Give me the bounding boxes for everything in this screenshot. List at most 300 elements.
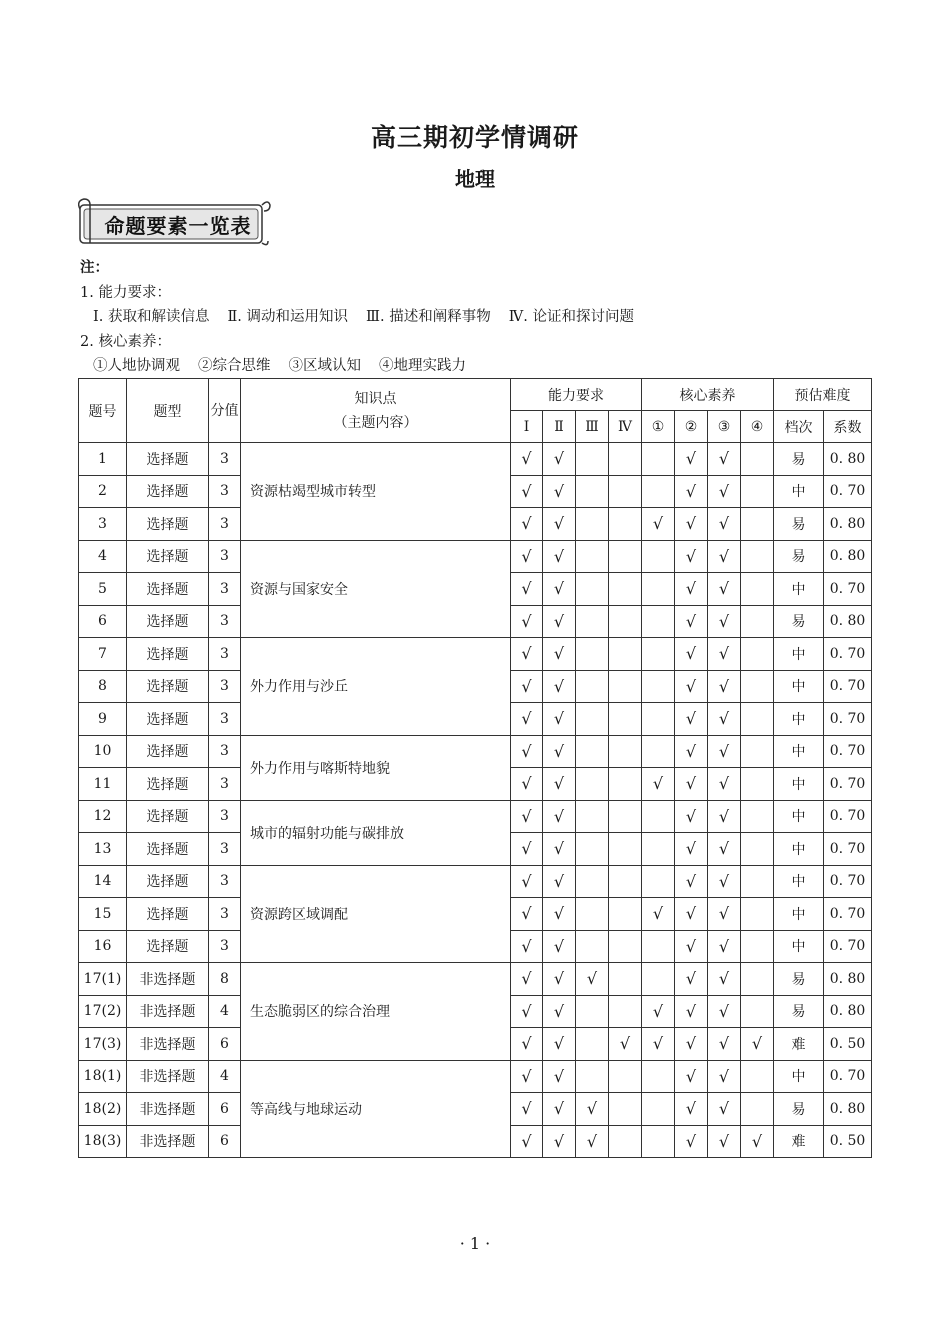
empty-cell [642,1125,675,1158]
check-mark-cell: √ [741,1028,774,1061]
check-mark-cell: √ [675,1093,708,1126]
table-body [79,443,872,1158]
cell-coef: 0. 70 [824,800,872,833]
cell-coef: 0. 70 [824,573,872,606]
cell-level: 中 [774,768,824,801]
check-mark-cell: √ [708,1093,741,1126]
literacy-item: ②综合思维 [198,358,271,374]
check-mark-cell: √ [511,963,543,996]
cell-type: 非选择题 [127,1093,209,1126]
header-ability-col: Ⅰ [511,411,543,443]
cell-coef: 0. 80 [824,605,872,638]
empty-cell [609,540,642,573]
empty-cell [642,963,675,996]
table-row [79,1060,872,1093]
cell-topic: 资源与国家安全 [241,540,511,638]
cell-level: 中 [774,670,824,703]
cell-num: 8 [79,670,127,703]
header-kp-sub: （主题内容） [333,414,418,431]
empty-cell [609,670,642,703]
cell-coef: 0. 70 [824,638,872,671]
cell-score: 3 [209,800,241,833]
cell-score: 3 [209,930,241,963]
empty-cell [576,1060,609,1093]
cell-coef: 0. 80 [824,995,872,1028]
cell-coef: 0. 80 [824,508,872,541]
cell-type: 选择题 [127,573,209,606]
empty-cell [642,638,675,671]
header-ability-col: Ⅱ [543,411,576,443]
cell-topic: 等高线与地球运动 [241,1060,511,1158]
cell-level: 易 [774,963,824,996]
ability-item: Ⅰ. 获取和解读信息 [93,309,210,325]
empty-cell [642,865,675,898]
subject-title: 地理 [455,167,495,191]
empty-cell [642,540,675,573]
check-mark-cell: √ [642,1028,675,1061]
ability-item: Ⅳ. 论证和探讨问题 [508,309,634,325]
check-mark-cell: √ [675,898,708,931]
cell-coef: 0. 80 [824,1093,872,1126]
cell-coef: 0. 70 [824,833,872,866]
empty-cell [741,735,774,768]
check-mark-cell: √ [511,898,543,931]
cell-score: 6 [209,1028,241,1061]
cell-num: 17(3) [79,1028,127,1061]
ability-item: Ⅱ. 调动和运用知识 [227,309,349,325]
empty-cell [576,703,609,736]
empty-cell [741,638,774,671]
cell-num: 6 [79,605,127,638]
empty-cell [741,508,774,541]
empty-cell [642,605,675,638]
check-mark-cell: √ [675,1028,708,1061]
cell-type: 选择题 [127,703,209,736]
check-mark-cell: √ [511,703,543,736]
check-mark-cell: √ [708,833,741,866]
empty-cell [642,1060,675,1093]
cell-type: 选择题 [127,735,209,768]
empty-cell [741,573,774,606]
header-ability: 能力要求 [511,379,642,411]
check-mark-cell: √ [511,508,543,541]
cell-score: 3 [209,573,241,606]
empty-cell [741,1093,774,1126]
cell-num: 18(1) [79,1060,127,1093]
check-mark-cell: √ [708,735,741,768]
cell-topic: 生态脆弱区的综合治理 [241,963,511,1061]
empty-cell [609,963,642,996]
cell-coef: 0. 70 [824,930,872,963]
cell-level: 易 [774,508,824,541]
header-level: 档次 [774,411,824,443]
check-mark-cell: √ [708,573,741,606]
empty-cell [642,833,675,866]
cell-coef: 0. 80 [824,443,872,476]
ability-list [80,305,652,330]
check-mark-cell: √ [675,475,708,508]
empty-cell [642,475,675,508]
cell-num: 13 [79,833,127,866]
table-header-row [79,379,872,411]
empty-cell [576,638,609,671]
cell-num: 11 [79,768,127,801]
cell-num: 1 [79,443,127,476]
check-mark-cell: √ [511,1093,543,1126]
ability-title: 1. 能力要求： [80,284,171,301]
cell-level: 易 [774,443,824,476]
check-mark-cell: √ [543,800,576,833]
empty-cell [741,995,774,1028]
empty-cell [576,995,609,1028]
cell-topic: 城市的辐射功能与碳排放 [241,800,511,865]
check-mark-cell: √ [675,1060,708,1093]
check-mark-cell: √ [543,898,576,931]
cell-type: 选择题 [127,540,209,573]
table-row [79,800,872,833]
check-mark-cell: √ [675,540,708,573]
cell-coef: 0. 70 [824,703,872,736]
check-mark-cell: √ [543,833,576,866]
empty-cell [609,1060,642,1093]
check-mark-cell: √ [543,865,576,898]
check-mark-cell: √ [511,540,543,573]
cell-num: 15 [79,898,127,931]
empty-cell [642,1093,675,1126]
table-row [79,963,872,996]
check-mark-cell: √ [675,1125,708,1158]
cell-num: 17(2) [79,995,127,1028]
literacy-item: ①人地协调观 [93,358,180,374]
cell-type: 选择题 [127,768,209,801]
cell-score: 6 [209,1125,241,1158]
check-mark-cell: √ [708,865,741,898]
empty-cell [642,443,675,476]
empty-cell [576,1028,609,1061]
cell-type: 选择题 [127,930,209,963]
cell-level: 难 [774,1125,824,1158]
empty-cell [741,540,774,573]
empty-cell [609,703,642,736]
cell-score: 3 [209,833,241,866]
notes-label: 注： [80,260,109,276]
cell-num: 2 [79,475,127,508]
table-row [79,540,872,573]
cell-level: 中 [774,573,824,606]
check-mark-cell: √ [675,800,708,833]
literacy-list [80,354,652,379]
cell-coef: 0. 80 [824,540,872,573]
check-mark-cell: √ [543,508,576,541]
header-literacy-col: ④ [741,411,774,443]
empty-cell [642,703,675,736]
cell-coef: 0. 70 [824,898,872,931]
cell-coef: 0. 70 [824,670,872,703]
empty-cell [576,443,609,476]
cell-level: 易 [774,995,824,1028]
check-mark-cell: √ [543,1028,576,1061]
table-row [79,638,872,671]
empty-cell [609,865,642,898]
literacy-item: ③区域认知 [288,358,361,374]
empty-cell [609,768,642,801]
empty-cell [609,605,642,638]
cell-topic: 外力作用与喀斯特地貌 [241,735,511,800]
check-mark-cell: √ [543,638,576,671]
check-mark-cell: √ [675,508,708,541]
check-mark-cell: √ [543,768,576,801]
empty-cell [576,898,609,931]
empty-cell [741,898,774,931]
cell-score: 3 [209,540,241,573]
cell-num: 17(1) [79,963,127,996]
cell-level: 易 [774,1093,824,1126]
cell-topic: 资源枯竭型城市转型 [241,443,511,541]
cell-score: 4 [209,995,241,1028]
cell-coef: 0. 70 [824,768,872,801]
check-mark-cell: √ [675,735,708,768]
check-mark-cell: √ [675,865,708,898]
check-mark-cell: √ [576,1125,609,1158]
cell-num: 4 [79,540,127,573]
check-mark-cell: √ [708,1125,741,1158]
header-difficulty: 预估难度 [774,379,872,411]
empty-cell [609,898,642,931]
check-mark-cell: √ [708,930,741,963]
cell-score: 3 [209,703,241,736]
check-mark-cell: √ [543,963,576,996]
check-mark-cell: √ [511,573,543,606]
cell-level: 易 [774,605,824,638]
cell-level: 中 [774,475,824,508]
header-ability-col: Ⅲ [576,411,609,443]
empty-cell [741,963,774,996]
cell-score: 3 [209,865,241,898]
empty-cell [609,833,642,866]
check-mark-cell: √ [543,735,576,768]
check-mark-cell: √ [543,443,576,476]
table-row [79,443,872,476]
empty-cell [576,573,609,606]
cell-type: 选择题 [127,443,209,476]
cell-score: 3 [209,670,241,703]
cell-level: 中 [774,735,824,768]
cell-score: 4 [209,1060,241,1093]
cell-score: 3 [209,898,241,931]
check-mark-cell: √ [576,1093,609,1126]
cell-type: 非选择题 [127,963,209,996]
cell-topic: 资源跨区域调配 [241,865,511,963]
check-mark-cell: √ [543,573,576,606]
check-mark-cell: √ [543,1125,576,1158]
cell-level: 中 [774,930,824,963]
cell-type: 选择题 [127,508,209,541]
check-mark-cell: √ [543,1060,576,1093]
header-ability-col: Ⅳ [609,411,642,443]
cell-score: 3 [209,443,241,476]
ability-item: Ⅲ. 描述和阐释事物 [366,309,491,325]
cell-coef: 0. 50 [824,1125,872,1158]
cell-type: 选择题 [127,800,209,833]
cell-type: 非选择题 [127,1125,209,1158]
empty-cell [741,800,774,833]
check-mark-cell: √ [511,638,543,671]
empty-cell [609,735,642,768]
empty-cell [609,800,642,833]
header-knowledge-point [241,379,511,443]
cell-level: 中 [774,898,824,931]
cell-type: 选择题 [127,833,209,866]
check-mark-cell: √ [708,638,741,671]
check-mark-cell: √ [708,443,741,476]
cell-type: 选择题 [127,670,209,703]
check-mark-cell: √ [708,1060,741,1093]
empty-cell [741,1060,774,1093]
check-mark-cell: √ [511,768,543,801]
check-mark-cell: √ [543,475,576,508]
check-mark-cell: √ [543,540,576,573]
cell-num: 12 [79,800,127,833]
check-mark-cell: √ [675,443,708,476]
empty-cell [609,1093,642,1126]
cell-level: 中 [774,865,824,898]
cell-topic: 外力作用与沙丘 [241,638,511,736]
check-mark-cell: √ [543,995,576,1028]
header-literacy: 核心素养 [642,379,774,411]
check-mark-cell: √ [675,703,708,736]
cell-num: 10 [79,735,127,768]
cell-num: 7 [79,638,127,671]
cell-type: 选择题 [127,865,209,898]
cell-score: 3 [209,768,241,801]
empty-cell [642,670,675,703]
check-mark-cell: √ [543,605,576,638]
empty-cell [741,475,774,508]
check-mark-cell: √ [511,1028,543,1061]
empty-cell [609,638,642,671]
page-number: · 1 · [459,1234,491,1253]
empty-cell [576,670,609,703]
check-mark-cell: √ [741,1125,774,1158]
header-num: 题号 [79,379,127,443]
check-mark-cell: √ [511,443,543,476]
empty-cell [642,930,675,963]
empty-cell [609,573,642,606]
check-mark-cell: √ [708,1028,741,1061]
cell-score: 3 [209,735,241,768]
empty-cell [741,833,774,866]
check-mark-cell: √ [708,800,741,833]
empty-cell [576,930,609,963]
cell-coef: 0. 80 [824,963,872,996]
cell-type: 选择题 [127,638,209,671]
cell-num: 18(3) [79,1125,127,1158]
cell-coef: 0. 70 [824,1060,872,1093]
cell-num: 18(2) [79,1093,127,1126]
check-mark-cell: √ [675,573,708,606]
table-row [79,735,872,768]
check-mark-cell: √ [708,605,741,638]
check-mark-cell: √ [708,508,741,541]
empty-cell [576,735,609,768]
cell-num: 14 [79,865,127,898]
literacy-title: 2. 核心素养： [80,333,171,350]
cell-level: 中 [774,638,824,671]
empty-cell [609,508,642,541]
cell-coef: 0. 50 [824,1028,872,1061]
cell-type: 非选择题 [127,1028,209,1061]
empty-cell [741,703,774,736]
check-mark-cell: √ [543,1093,576,1126]
empty-cell [741,768,774,801]
empty-cell [576,508,609,541]
check-mark-cell: √ [543,670,576,703]
cell-type: 非选择题 [127,995,209,1028]
cell-score: 3 [209,638,241,671]
empty-cell [642,800,675,833]
header-kp-label: 知识点 [354,390,397,407]
header-literacy-col: ① [642,411,675,443]
check-mark-cell: √ [511,865,543,898]
check-mark-cell: √ [675,670,708,703]
empty-cell [576,605,609,638]
check-mark-cell: √ [642,898,675,931]
cell-coef: 0. 70 [824,735,872,768]
empty-cell [741,930,774,963]
empty-cell [741,443,774,476]
check-mark-cell: √ [642,768,675,801]
check-mark-cell: √ [511,475,543,508]
cell-level: 难 [774,1028,824,1061]
empty-cell [609,930,642,963]
cell-num: 3 [79,508,127,541]
check-mark-cell: √ [675,605,708,638]
notes-section [80,256,652,379]
page-title: 高三期初学情调研 [370,123,579,152]
check-mark-cell: √ [543,703,576,736]
check-mark-cell: √ [675,768,708,801]
empty-cell [576,540,609,573]
cell-level: 中 [774,800,824,833]
header-coef: 系数 [824,411,872,443]
check-mark-cell: √ [708,703,741,736]
cell-level: 中 [774,703,824,736]
check-mark-cell: √ [675,930,708,963]
empty-cell [576,800,609,833]
empty-cell [576,865,609,898]
check-mark-cell: √ [511,670,543,703]
section-banner [76,197,272,249]
check-mark-cell: √ [511,995,543,1028]
empty-cell [576,833,609,866]
check-mark-cell: √ [708,898,741,931]
empty-cell [609,1125,642,1158]
cell-score: 3 [209,475,241,508]
header-type: 题型 [127,379,209,443]
check-mark-cell: √ [543,930,576,963]
cell-level: 中 [774,833,824,866]
cell-type: 选择题 [127,898,209,931]
cell-num: 9 [79,703,127,736]
header-score: 分值 [209,379,241,443]
cell-num: 5 [79,573,127,606]
check-mark-cell: √ [511,800,543,833]
cell-level: 易 [774,540,824,573]
check-mark-cell: √ [675,963,708,996]
empty-cell [741,670,774,703]
check-mark-cell: √ [708,540,741,573]
cell-score: 3 [209,508,241,541]
